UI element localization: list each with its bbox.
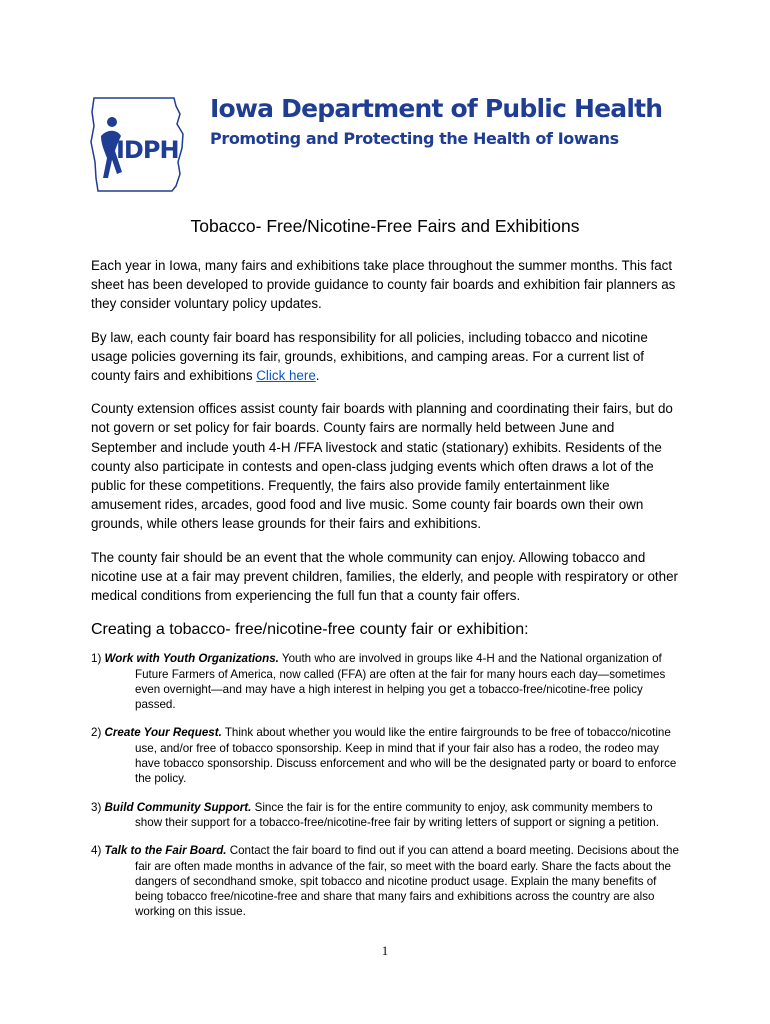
- list-item: [91, 651, 681, 712]
- document-title: Tobacco- Free/Nicotine-Free Fairs and Exhibitions: [190, 216, 580, 236]
- step-title: Work with Youth Organizations.: [104, 652, 279, 666]
- document-body: [91, 256, 681, 933]
- org-name: Iowa Department of Public Health: [210, 94, 663, 123]
- step-text: Think about whether you would like the entire fairgrounds to be free of tobacco/nicotine use, and/or free of tobacco sponsorship. Keep in mind that if your fair also has a rodeo, the rodeo may have tobacco sponsorship. Discuss enforcement and who will be the designated party or board to enforce the policy.: [135, 726, 677, 786]
- step-number: 4): [91, 844, 102, 858]
- step-text: Since the fair is for the entire community to enjoy, ask community members to show their support for a tobacco-free/nicotine-free fair by writing letters of support or signing a petition.: [135, 800, 659, 829]
- list-item: [91, 800, 681, 831]
- logo-text: [210, 94, 662, 150]
- step-title: Talk to the Fair Board.: [104, 844, 227, 858]
- step-text: Youth who are involved in groups like 4-H and the National organization of Future Farmers of America, now called (FFA) are often at the fair for many hours each day—sometimes even overnight—and may have a high interest in helping you get a tobacco-free/nicotine-free policy passed.: [135, 652, 666, 712]
- paragraph-law: [91, 328, 681, 386]
- iowa-state-outline-icon: [88, 92, 208, 192]
- paragraph-community: The county fair should be an event that the whole community can enjoy. Allowing tobacco and nicotine use at a fair may prevent children, families, the elderly, and people with respiratory or other medical conditions from experiencing the full fun that a county fair offers.: [91, 549, 679, 604]
- step-number: 1): [91, 652, 102, 666]
- org-tagline: Promoting and Protecting the Health of Iowans: [210, 129, 619, 148]
- section-heading: Creating a tobacco- free/nicotine-free county fair or exhibition:: [91, 621, 529, 639]
- paragraph-intro: Each year in Iowa, many fairs and exhibitions take place throughout the summer months. This fact sheet has been developed to provide guidance to county fair boards and exhibition fair planners as they consider voluntary policy updates.: [91, 258, 676, 312]
- list-item: [91, 725, 681, 786]
- step-title: Create Your Request.: [104, 726, 222, 740]
- list-item: [91, 843, 681, 919]
- step-title: Build Community Support.: [104, 800, 252, 814]
- step-number: 3): [91, 800, 102, 814]
- paragraph-law-text: By law, each county fair board has responsibility for all policies, including tobacco and nicotine usage policies governing its fair, grounds, exhibitions, and camping areas. For a current list of county fairs and exhibitions: [91, 329, 648, 384]
- step-text: Contact the fair board to find out if you can attend a board meeting. Decisions about the fair are often made months in advance of the fair, so meet with the board early. Share the facts about the dangers of secondhand smoke, spit tobacco and nicotine product usage. Explain the many benefits of being tobacco free/nicotine-free and share that many fairs and exhibitions across the country are also working on this issue.: [135, 844, 679, 919]
- county-fairs-link[interactable]: Click here: [256, 368, 316, 384]
- page-number: 1: [381, 944, 389, 958]
- logo-letters: IDPH: [116, 136, 179, 164]
- header-logo: [88, 92, 663, 192]
- steps-list: [91, 651, 681, 919]
- paragraph-extension: County extension offices assist county fair boards with planning and coordinating their fairs, but do not govern or set policy for fair boards. County fairs are normally held between June and September and include youth 4-H /FFA livestock and static (stationary) exhibits. Residents of the county also participate in contests and open-class judging events which often draws a lot of the public for these competitions. Frequently, the fairs also provide family entertainment like amusement rides, arcades, good food and live music. Some county fair boards own their own grounds, while others lease grounds for their fairs and exhibitions.: [91, 401, 673, 532]
- step-number: 2): [91, 726, 102, 740]
- paragraph-law-end: .: [315, 368, 320, 384]
